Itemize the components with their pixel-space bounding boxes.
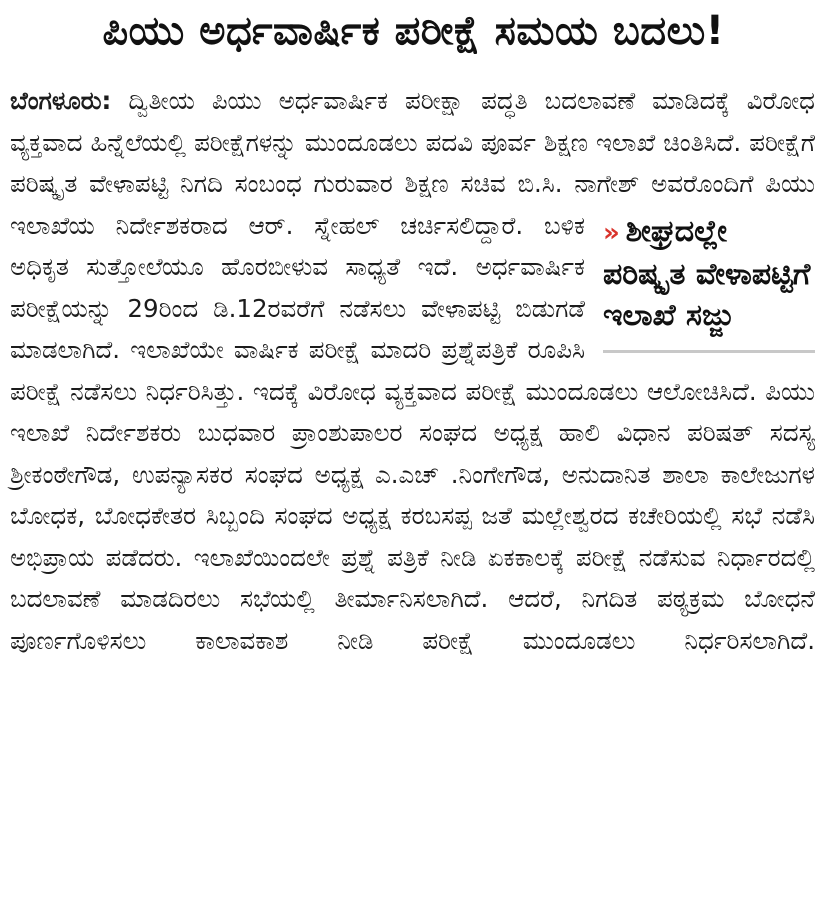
dateline: ಬೆಂಗಳೂರು:	[10, 86, 112, 115]
article-rest-text: ಅಧಿಕೃತ ಸುತ್ತೋಲೆಯೂ ಹೊರಬೀಳುವ ಸಾಧ್ಯತೆ ಇದೆ. ಅರ್ಧವಾರ್ಷಿಕ ಪರೀಕ್ಷೆಯನ್ನು 29ರಿಂದ ಡಿ.12ರವರೆಗೆ ನಡೆಸಲು ವೇಳಾಪಟ್ಟಿ ಬಿಡುಗಡೆ ಮಾಡಲಾಗಿದೆ. ಇಲಾಖೆಯೇ ವಾರ್ಷಿಕ ಪರೀಕ್ಷೆ ಮಾದರಿ ಪ್ರಶ್ನೆಪತ್ರಿಕೆ ರೂಪಿಸಿ ಪರೀಕ್ಷೆ ನಡೆಸಲು ನಿರ್ಧರಿಸಿತ್ತು. ಇದಕ್ಕೆ ವಿರೋಧ ವ್ಯಕ್ತವಾದ ಪರೀಕ್ಷೆ ಮುಂದೂಡಲು ಆಲೋಚಿಸಿದೆ. ಪಿಯು ಇಲಾಖೆ ನಿರ್ದೇಶಕರು ಬುಧವಾರ ಪ್ರಾಂಶುಪಾಲರ ಸಂಘದ ಅಧ್ಯಕ್ಷ ಹಾಲಿ ವಿಧಾನ ಪರಿಷತ್ ಸದಸ್ಯ ಶ್ರೀಕಂಠೇಗೌಡ, ಉಪನ್ಯಾಸಕರ ಸಂಘದ ಅಧ್ಯಕ್ಷ ಎ.ಎಚ್ .ನಿಂಗೇಗೌಡ, ಅನುದಾನಿತ ಶಾಲಾ ಕಾಲೇಜುಗಳ ಬೋಧಕ, ಬೋಧಕೇತರ ಸಿಬ್ಬಂದಿ ಸಂಘದ ಅಧ್ಯಕ್ಷ ಕರಬಸಪ್ಪ ಜತೆ ಮಲ್ಲೇಶ್ವರದ ಕಚೇರಿಯಲ್ಲಿ ಸಭೆ ನಡೆಸಿ ಅಭಿಪ್ರಾಯ ಪಡೆದರು. ಇಲಾಖೆಯಿಂದಲೇ ಪ್ರಶ್ನೆ ಪತ್ರಿಕೆ ನೀಡಿ ಏಕಕಾಲಕ್ಕೆ ಪರೀಕ್ಷೆ ನಡೆಸುವ ನಿರ್ಧಾರದಲ್ಲಿ ಬದಲಾವಣೆ ಮಾಡದಿರಲು ಸಭೆಯಲ್ಲಿ ತೀರ್ಮಾನಿಸಲಾಗಿದೆ. ಆದರೆ, ನಿಗದಿತ ಪಠ್ಯಕ್ರಮ ಬೋಧನೆ ಪೂರ್ಣಗೊಳಿಸಲು ಕಾಲಾವಕಾಶ ನೀಡಿ ಪರೀಕ್ಷೆ ಮುಂದೂಡಲು ನಿರ್ಧರಿಸಲಾಗಿದೆ.	[10, 252, 815, 655]
article-lead-text: ದ್ವಿತೀಯ ಪಿಯು ಅರ್ಧವಾರ್ಷಿಕ ಪರೀಕ್ಷಾ ಪದ್ಧತಿ ಬದಲಾವಣೆ ಮಾಡಿದಕ್ಕೆ ವಿರೋಧ ವ್ಯಕ್ತವಾದ ಹಿನ್ನೆಲೆಯಲ್ಲಿ ಪರೀಕ್ಷೆಗಳನ್ನು ಮುಂದೂಡಲು ಪದವಿ ಪೂರ್ವ ಶಿಕ್ಷಣ ಇಲಾಖೆ ಚಿಂತಿಸಿದೆ. ಪರೀಕ್ಷೆಗೆ ಪರಿಷ್ಕೃತ ವೇಳಾಪಟ್ಟಿ ನಿಗದಿ ಸಂಬಂಧ ಗುರುವಾರ ಶಿಕ್ಷಣ ಸಚಿವ ಬಿ.ಸಿ. ನಾಗೇಶ್ ಅವರೊಂದಿಗೆ ಪಿಯು ಇಲಾಖೆಯ ನಿರ್ದೇಶಕರಾದ ಆರ್. ಸ್ನೇಹಲ್ ಚರ್ಚಿಸಲಿದ್ದಾರೆ. ಬಳಿಕ	[10, 86, 815, 240]
pullquote-text: ಶೀಘ್ರದಲ್ಲೇ ಪರಿಷ್ಕೃತ ವೇಳಾಪಟ್ಟಿಗೆ ಇಲಾಖೆ ಸಜ್ಜು	[603, 213, 811, 333]
headline: ಪಿಯು ಅರ್ಧವಾರ್ಷಿಕ ಪರೀಕ್ಷೆ ಸಮಯ ಬದಲು!	[102, 8, 725, 54]
article-body	[10, 80, 815, 661]
pullquote	[603, 211, 815, 353]
quote-marker-icon: »	[603, 217, 620, 248]
